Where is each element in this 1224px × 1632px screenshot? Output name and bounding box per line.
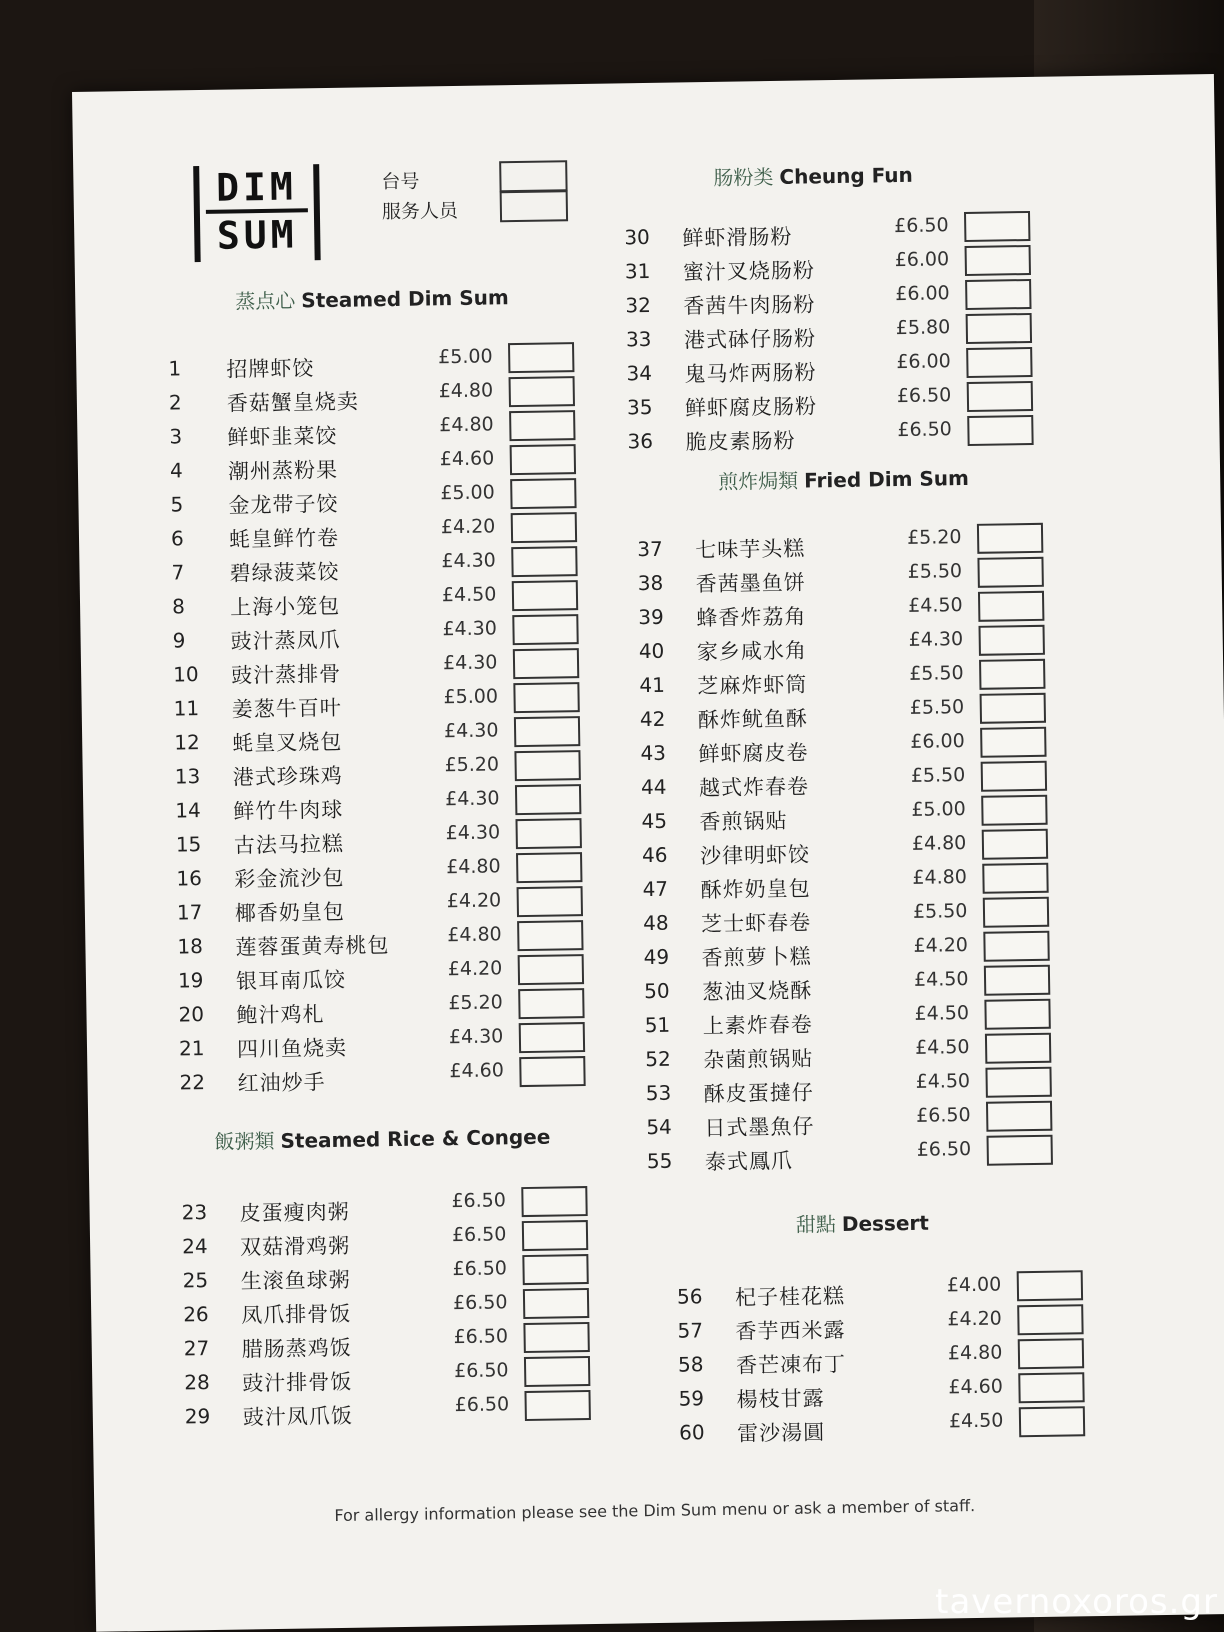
item-number: 34 bbox=[626, 360, 653, 386]
item-number: 46 bbox=[641, 842, 668, 868]
item-price: £4.30 bbox=[441, 549, 496, 573]
item-number: 39 bbox=[638, 604, 664, 630]
item-price: £4.50 bbox=[441, 583, 497, 607]
item-number: 60 bbox=[678, 1420, 705, 1445]
quantity-box[interactable] bbox=[517, 886, 583, 917]
item-price: £4.60 bbox=[449, 1059, 504, 1083]
item-name: 香芋西米露 bbox=[735, 1318, 846, 1344]
quantity-box[interactable] bbox=[513, 648, 579, 679]
quantity-box[interactable] bbox=[523, 1322, 589, 1353]
item-name: 沙律明虾饺 bbox=[699, 842, 811, 869]
order-sheet bbox=[72, 74, 1224, 1632]
menu-item-row bbox=[647, 1137, 1067, 1178]
item-price: £5.50 bbox=[907, 560, 963, 583]
quantity-box[interactable] bbox=[982, 829, 1048, 860]
item-number: 38 bbox=[637, 570, 664, 596]
item-name: 莲蓉蛋黄寿桃包 bbox=[235, 933, 390, 960]
item-name: 鲜虾韭菜饺 bbox=[227, 423, 338, 450]
quantity-box[interactable] bbox=[964, 211, 1030, 242]
item-name: 招牌虾饺 bbox=[226, 356, 315, 382]
item-name: 凤爪排骨饭 bbox=[241, 1301, 352, 1328]
item-number: 1 bbox=[168, 356, 182, 381]
item-number: 51 bbox=[644, 1012, 671, 1038]
item-price: £4.50 bbox=[914, 1002, 970, 1025]
item-price: £6.00 bbox=[910, 730, 965, 753]
item-price: £6.50 bbox=[452, 1257, 508, 1281]
logo-line-2: SUM bbox=[216, 212, 298, 258]
item-number: 43 bbox=[640, 740, 667, 766]
item-price: £5.50 bbox=[909, 662, 964, 685]
item-name: 碧绿菠菜饺 bbox=[229, 559, 340, 586]
item-number: 42 bbox=[639, 706, 666, 732]
item-name: 酥炸奶皇包 bbox=[700, 876, 811, 903]
section-title-fried bbox=[718, 462, 969, 495]
quantity-box[interactable] bbox=[981, 795, 1047, 826]
quantity-box[interactable] bbox=[522, 1220, 588, 1251]
item-price: £4.80 bbox=[912, 866, 968, 889]
item-price: £4.50 bbox=[908, 594, 963, 617]
item-name: 鬼马炸两肠粉 bbox=[684, 360, 817, 387]
item-price: £4.50 bbox=[948, 1409, 1004, 1433]
quantity-box[interactable] bbox=[523, 1288, 589, 1319]
item-number: 8 bbox=[171, 594, 186, 619]
item-number: 50 bbox=[644, 978, 670, 1004]
section-title-dessert bbox=[796, 1207, 929, 1238]
item-name: 鲍汁鸡札 bbox=[236, 1002, 325, 1028]
item-number: 27 bbox=[183, 1336, 210, 1361]
quantity-box[interactable] bbox=[521, 1186, 587, 1217]
item-number: 20 bbox=[178, 1002, 205, 1027]
quantity-box[interactable] bbox=[516, 852, 582, 883]
quantity-box[interactable] bbox=[967, 415, 1033, 446]
item-number: 19 bbox=[177, 968, 204, 993]
item-number: 5 bbox=[170, 492, 184, 517]
quantity-box[interactable] bbox=[515, 784, 581, 815]
item-price: £4.30 bbox=[908, 628, 964, 651]
item-name: 蚝皇叉烧包 bbox=[232, 729, 343, 756]
item-number: 44 bbox=[640, 774, 667, 800]
quantity-box[interactable] bbox=[512, 580, 578, 611]
item-price: £4.00 bbox=[946, 1273, 1002, 1297]
quantity-box[interactable] bbox=[981, 761, 1047, 792]
item-price: £4.20 bbox=[947, 1307, 1002, 1331]
quantity-box[interactable] bbox=[986, 1101, 1052, 1132]
rice-congee-list bbox=[181, 1188, 605, 1433]
item-name: 日式墨魚仔 bbox=[704, 1114, 815, 1141]
quantity-box[interactable] bbox=[518, 988, 584, 1019]
section-title-rice-congee bbox=[214, 1121, 550, 1155]
section-title-steamed bbox=[235, 281, 509, 314]
item-price: £4.80 bbox=[438, 379, 494, 403]
item-number: 32 bbox=[625, 292, 652, 318]
item-price: £5.50 bbox=[912, 900, 968, 923]
quantity-box[interactable] bbox=[524, 1356, 590, 1387]
item-number: 25 bbox=[182, 1268, 209, 1293]
item-number: 11 bbox=[173, 696, 200, 721]
quantity-box[interactable] bbox=[511, 546, 577, 577]
item-price: £4.20 bbox=[446, 889, 502, 913]
item-name: 豉汁凤爪饭 bbox=[242, 1403, 354, 1430]
item-name: 鲜虾腐皮卷 bbox=[698, 740, 809, 767]
item-name: 芝麻炸虾筒 bbox=[697, 672, 808, 699]
item-name: 七味芋头糕 bbox=[695, 536, 806, 563]
quantity-box[interactable] bbox=[983, 897, 1049, 928]
item-price: £6.50 bbox=[452, 1291, 508, 1315]
item-name: 豉汁蒸凤爪 bbox=[230, 627, 341, 654]
section-title-en: Fried Dim Sum bbox=[804, 465, 970, 493]
quantity-box[interactable] bbox=[515, 818, 581, 849]
quantity-box[interactable] bbox=[518, 954, 584, 985]
quantity-box[interactable] bbox=[512, 614, 578, 645]
item-price: £6.50 bbox=[454, 1393, 510, 1417]
quantity-box[interactable] bbox=[514, 750, 580, 781]
item-number: 4 bbox=[169, 458, 183, 483]
logo-line-1: DIM bbox=[205, 164, 308, 214]
section-title-en: Steamed Dim Sum bbox=[301, 285, 509, 313]
quantity-box[interactable] bbox=[977, 557, 1043, 588]
quantity-box[interactable] bbox=[984, 999, 1050, 1030]
item-number: 58 bbox=[677, 1352, 704, 1377]
item-number: 33 bbox=[625, 326, 652, 352]
item-price: £6.50 bbox=[896, 384, 952, 408]
quantity-box[interactable] bbox=[517, 920, 583, 951]
quantity-box[interactable] bbox=[1018, 1372, 1084, 1403]
item-name: 蚝皇鲜竹卷 bbox=[228, 525, 340, 552]
item-name: 双菇滑鸡粥 bbox=[239, 1233, 351, 1260]
item-name: 上海小笼包 bbox=[229, 593, 341, 620]
item-name: 鲜竹牛肉球 bbox=[233, 797, 344, 824]
table-number-label: 台号 bbox=[381, 170, 420, 194]
item-name: 彩金流沙包 bbox=[234, 865, 345, 892]
item-number: 28 bbox=[184, 1369, 210, 1395]
item-number: 15 bbox=[175, 832, 202, 857]
quantity-box[interactable] bbox=[510, 478, 576, 509]
item-number: 52 bbox=[645, 1046, 671, 1072]
item-name: 杂菌煎锅贴 bbox=[703, 1046, 814, 1073]
item-name: 泰式鳳爪 bbox=[704, 1148, 794, 1175]
item-price: £6.50 bbox=[916, 1138, 972, 1161]
quantity-box[interactable] bbox=[510, 444, 576, 475]
quantity-box[interactable] bbox=[965, 245, 1031, 276]
item-number: 22 bbox=[179, 1070, 206, 1095]
item-name: 香茜牛肉肠粉 bbox=[683, 292, 816, 319]
quantity-box[interactable] bbox=[985, 1067, 1051, 1098]
item-price: £4.30 bbox=[444, 787, 500, 811]
item-name: 香菇蟹皇烧卖 bbox=[226, 389, 360, 416]
item-price: £4.20 bbox=[913, 934, 969, 957]
item-number: 7 bbox=[171, 560, 185, 585]
item-number: 36 bbox=[627, 428, 654, 454]
item-price: £4.30 bbox=[443, 719, 499, 743]
quantity-box[interactable] bbox=[513, 682, 579, 713]
item-name: 脆皮素肠粉 bbox=[685, 428, 796, 455]
item-number: 6 bbox=[170, 526, 184, 551]
item-number: 53 bbox=[645, 1080, 672, 1106]
quantity-box[interactable] bbox=[979, 659, 1045, 690]
item-name: 四川鱼烧卖 bbox=[236, 1035, 348, 1062]
item-number: 54 bbox=[646, 1114, 672, 1140]
section-title-zh: 肠粉类 bbox=[713, 164, 774, 190]
item-price: £4.30 bbox=[445, 821, 501, 845]
item-price: £4.30 bbox=[448, 1025, 504, 1049]
item-price: £4.50 bbox=[913, 968, 969, 991]
item-number: 21 bbox=[178, 1036, 205, 1061]
dessert-list bbox=[677, 1272, 1100, 1449]
item-name: 鲜虾腐皮肠粉 bbox=[684, 394, 818, 421]
quantity-box[interactable] bbox=[987, 1135, 1053, 1166]
quantity-box[interactable] bbox=[978, 591, 1044, 622]
item-price: £5.50 bbox=[909, 696, 965, 719]
menu-item-row bbox=[627, 417, 1047, 458]
item-number: 49 bbox=[643, 944, 670, 970]
item-name: 酥皮蛋撻仔 bbox=[703, 1080, 814, 1107]
server-label: 服务人员 bbox=[381, 199, 459, 224]
item-price: £4.80 bbox=[947, 1341, 1003, 1365]
quantity-box[interactable] bbox=[965, 279, 1031, 310]
server-field bbox=[382, 193, 662, 227]
item-name: 生滚鱼球粥 bbox=[240, 1267, 351, 1294]
item-name: 豉汁排骨饭 bbox=[242, 1369, 353, 1396]
item-name: 芝士虾春卷 bbox=[700, 910, 812, 937]
item-price: £5.00 bbox=[440, 481, 495, 505]
quantity-box[interactable] bbox=[509, 376, 575, 407]
item-name: 腊肠蒸鸡饭 bbox=[241, 1335, 352, 1362]
item-number: 45 bbox=[641, 808, 668, 834]
item-number: 48 bbox=[642, 910, 669, 936]
quantity-box[interactable] bbox=[1017, 1304, 1083, 1335]
quantity-box[interactable] bbox=[524, 1390, 590, 1421]
item-name: 香茜墨鱼饼 bbox=[695, 570, 806, 597]
section-title-zh: 蒸点心 bbox=[235, 288, 296, 314]
section-title-cheung-fun bbox=[713, 159, 913, 191]
item-name: 姜葱牛百叶 bbox=[231, 695, 342, 722]
item-name: 红油炒手 bbox=[237, 1070, 326, 1096]
item-name: 雷沙湯圓 bbox=[736, 1420, 826, 1446]
item-number: 18 bbox=[177, 934, 204, 959]
item-price: £4.30 bbox=[442, 617, 498, 641]
item-number: 12 bbox=[174, 730, 200, 755]
item-number: 9 bbox=[172, 628, 186, 653]
item-name: 香煎锅贴 bbox=[699, 808, 788, 835]
item-number: 40 bbox=[638, 638, 665, 664]
section-title-zh: 飯粥類 bbox=[214, 1128, 275, 1154]
item-number: 35 bbox=[626, 394, 653, 420]
section-title-en: Cheung Fun bbox=[779, 162, 913, 189]
quantity-box[interactable] bbox=[966, 313, 1032, 344]
item-number: 26 bbox=[183, 1302, 209, 1327]
quantity-box[interactable] bbox=[980, 727, 1046, 758]
item-price: £6.50 bbox=[451, 1223, 507, 1247]
item-number: 10 bbox=[172, 662, 199, 687]
dim-sum-logo bbox=[193, 164, 320, 262]
item-number: 17 bbox=[176, 900, 203, 925]
quantity-box[interactable] bbox=[966, 347, 1032, 378]
item-price: £4.60 bbox=[439, 447, 495, 471]
item-price: £5.00 bbox=[443, 685, 499, 709]
item-name: 酥炸鱿鱼酥 bbox=[697, 706, 809, 733]
item-price: £4.20 bbox=[440, 515, 496, 539]
item-price: £5.20 bbox=[906, 526, 962, 549]
quantity-box[interactable] bbox=[980, 693, 1046, 724]
item-price: £4.80 bbox=[447, 923, 502, 947]
item-name: 香芒凍布丁 bbox=[735, 1351, 847, 1378]
item-price: £4.80 bbox=[446, 855, 501, 879]
quantity-box[interactable] bbox=[514, 716, 580, 747]
quantity-box[interactable] bbox=[1018, 1338, 1084, 1369]
item-name: 楊枝甘露 bbox=[736, 1386, 825, 1412]
item-name: 古法马拉糕 bbox=[233, 831, 345, 858]
item-price: £6.50 bbox=[453, 1325, 509, 1349]
item-name: 蜂香炸荔角 bbox=[696, 604, 807, 631]
section-title-en: Steamed Rice & Congee bbox=[280, 1124, 551, 1153]
item-name: 杞子桂花糕 bbox=[734, 1284, 846, 1310]
item-price: £4.50 bbox=[915, 1070, 971, 1093]
item-number: 30 bbox=[624, 224, 650, 250]
item-number: 37 bbox=[637, 536, 663, 562]
item-price: £6.00 bbox=[895, 282, 950, 306]
item-price: £4.80 bbox=[439, 413, 494, 437]
item-price: £4.60 bbox=[948, 1375, 1004, 1399]
item-price: £6.50 bbox=[451, 1189, 507, 1213]
item-price: £5.20 bbox=[448, 991, 503, 1015]
quantity-box[interactable] bbox=[978, 625, 1044, 656]
quantity-box[interactable] bbox=[984, 965, 1050, 996]
item-price: £4.80 bbox=[911, 832, 967, 855]
section-title-zh: 煎炸焗類 bbox=[718, 468, 799, 494]
item-name: 椰香奶皇包 bbox=[234, 899, 346, 926]
item-price: £4.20 bbox=[447, 957, 503, 981]
item-price: £4.30 bbox=[442, 651, 498, 675]
item-name: 皮蛋瘦肉粥 bbox=[239, 1199, 350, 1226]
item-price: £6.00 bbox=[896, 350, 951, 374]
item-number: 56 bbox=[676, 1284, 703, 1309]
item-price: £5.00 bbox=[438, 345, 493, 369]
quantity-box[interactable] bbox=[1017, 1270, 1083, 1301]
item-number: 59 bbox=[678, 1386, 705, 1411]
section-title-zh: 甜點 bbox=[795, 1212, 837, 1237]
item-number: 29 bbox=[184, 1403, 211, 1429]
item-number: 13 bbox=[174, 764, 201, 789]
item-name: 港式珍珠鸡 bbox=[232, 763, 343, 790]
section-title-en: Dessert bbox=[841, 1210, 930, 1237]
header-fields bbox=[381, 163, 662, 227]
item-name: 家乡咸水角 bbox=[696, 638, 808, 665]
item-price: £4.50 bbox=[914, 1036, 970, 1059]
item-name: 葱油叉烧酥 bbox=[702, 978, 813, 1005]
steamed-dim-sum-list bbox=[168, 344, 600, 1099]
quantity-box[interactable] bbox=[511, 512, 577, 543]
quantity-box[interactable] bbox=[519, 1056, 585, 1087]
item-price: £6.50 bbox=[453, 1359, 509, 1383]
item-number: 57 bbox=[677, 1318, 704, 1343]
quantity-box[interactable] bbox=[522, 1254, 588, 1285]
menu-item-row bbox=[185, 1392, 605, 1433]
item-number: 47 bbox=[642, 876, 669, 902]
server-box[interactable] bbox=[500, 190, 568, 222]
quantity-box[interactable] bbox=[967, 381, 1033, 412]
item-price: £5.20 bbox=[444, 753, 500, 777]
item-name: 蜜汁叉烧肠粉 bbox=[682, 258, 816, 285]
item-name: 上素炸春卷 bbox=[702, 1012, 813, 1039]
item-number: 3 bbox=[169, 424, 183, 449]
item-name: 越式炸春卷 bbox=[698, 774, 810, 801]
item-name: 潮州蒸粉果 bbox=[227, 457, 339, 484]
item-number: 24 bbox=[181, 1234, 208, 1259]
item-name: 金龙带子饺 bbox=[228, 491, 339, 518]
item-number: 2 bbox=[168, 390, 182, 415]
item-name: 鲜虾滑肠粉 bbox=[682, 224, 793, 251]
table-number-box[interactable] bbox=[499, 160, 567, 192]
item-price: £5.50 bbox=[910, 764, 966, 787]
item-number: 55 bbox=[646, 1148, 673, 1174]
item-number: 31 bbox=[624, 258, 651, 284]
item-number: 14 bbox=[175, 798, 201, 823]
item-price: £6.50 bbox=[894, 214, 949, 238]
fried-dim-sum-list bbox=[637, 525, 1067, 1178]
item-number: 16 bbox=[176, 866, 203, 891]
item-name: 银耳南瓜饺 bbox=[235, 967, 347, 994]
quantity-box[interactable] bbox=[1019, 1406, 1085, 1437]
item-price: £6.50 bbox=[897, 418, 952, 442]
allergy-footer: For allergy information please see the Dim Sum menu or ask a member of staff. bbox=[334, 1495, 976, 1526]
item-price: £5.00 bbox=[911, 798, 966, 821]
menu-item-row bbox=[679, 1408, 1099, 1449]
item-number: 23 bbox=[181, 1200, 208, 1225]
menu-item-row bbox=[179, 1058, 599, 1099]
item-price: £6.50 bbox=[916, 1104, 971, 1127]
item-price: £5.80 bbox=[895, 316, 951, 340]
quantity-box[interactable] bbox=[985, 1033, 1051, 1064]
item-name: 豉汁蒸排骨 bbox=[230, 661, 342, 688]
watermark: tavernoxoros.gr bbox=[935, 1582, 1218, 1622]
item-name: 港式砵仔肠粉 bbox=[683, 326, 817, 353]
item-name: 香煎萝卜糕 bbox=[701, 944, 812, 971]
item-number: 41 bbox=[639, 672, 666, 698]
cheung-fun-list bbox=[624, 213, 1048, 458]
quantity-box[interactable] bbox=[508, 342, 574, 373]
quantity-box[interactable] bbox=[982, 863, 1048, 894]
quantity-box[interactable] bbox=[519, 1022, 585, 1053]
quantity-box[interactable] bbox=[509, 410, 575, 441]
quantity-box[interactable] bbox=[977, 523, 1043, 554]
quantity-box[interactable] bbox=[983, 931, 1049, 962]
item-price: £6.00 bbox=[894, 248, 950, 272]
